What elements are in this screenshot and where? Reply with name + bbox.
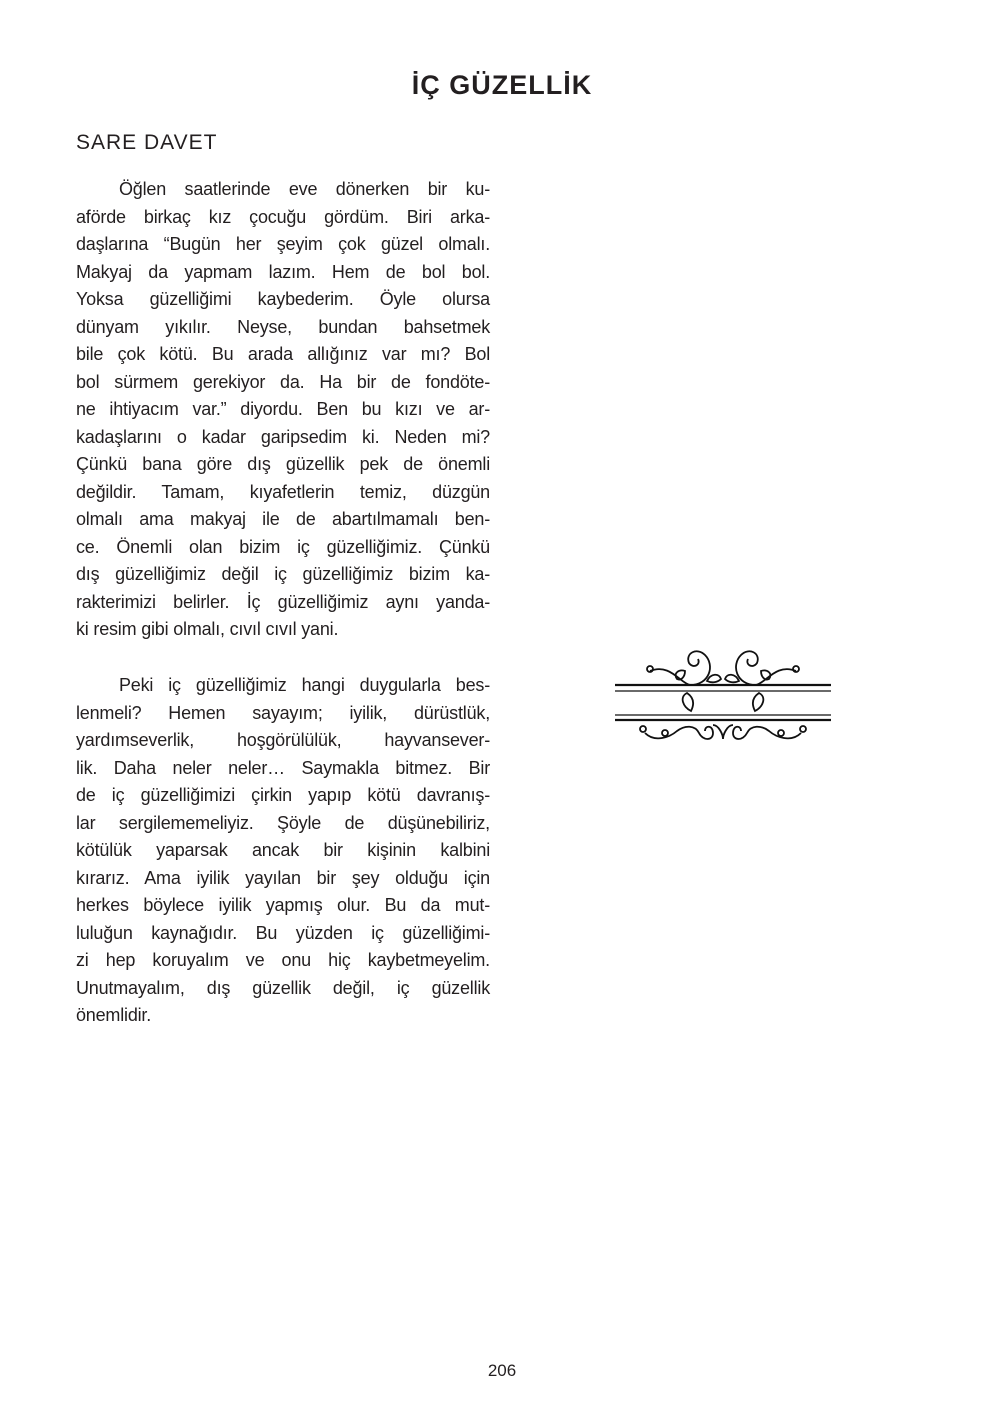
text-line: Makyaj da yapmam lazım. Hem de bol bol. bbox=[76, 261, 490, 282]
text-line: Peki iç güzelliğimiz hangi duygularla bes- bbox=[119, 675, 490, 695]
author-name: SARE DAVET bbox=[76, 131, 218, 154]
text-line: aförde birkaç kız çocuğu gördüm. Biri arka- bbox=[76, 206, 490, 227]
text-line: lenmeli? Hemen sayayım; iyilik, dürüstlük, bbox=[76, 702, 490, 723]
text-line: rakterimizi belirler. İç güzelliğimiz aynı yanda- bbox=[76, 591, 490, 612]
text-line: bile çok kötü. Bu arada allığınız var mı? Bol bbox=[76, 344, 490, 364]
paragraph-2 bbox=[76, 672, 490, 1030]
text-line: kötülük yaparsak ancak bir kişinin kalbini bbox=[76, 840, 490, 860]
text-line: de iç güzelliğimizi çirkin yapıp kötü davranış- bbox=[76, 785, 490, 805]
text-line: Öğlen saatlerinde eve dönerken bir ku- bbox=[119, 179, 490, 199]
text-line: yardımseverlik, hoşgörülülük, hayvansever- bbox=[76, 730, 490, 750]
text-line: kırarız. Ama iyilik yayılan bir şey olduğu için bbox=[76, 867, 490, 888]
paragraph-1 bbox=[76, 176, 490, 644]
text-line: dünyam yıkılır. Neyse, bundan bahsetmek bbox=[76, 316, 490, 337]
text-line: ki resim gibi olmalı, cıvıl cıvıl yani. bbox=[76, 619, 339, 639]
text-line: dış güzelliğimiz değil iç güzelliğimiz bizim ka- bbox=[76, 564, 490, 584]
ornament-divider-icon bbox=[615, 645, 831, 750]
text-line: Yoksa güzelliğimi kaybederim. Öyle olursa bbox=[76, 289, 490, 309]
text-line: herkes böylece iyilik yapmış olur. Bu da mut- bbox=[76, 895, 490, 915]
text-line: ce. Önemli olan bizim iç güzelliğimiz. Çünkü bbox=[76, 536, 490, 557]
text-line: değildir. Tamam, kıyafetlerin temiz, düzgün bbox=[76, 481, 490, 502]
text-line: zi hep koruyalım ve onu hiç kaybetmeyelim. bbox=[76, 950, 490, 970]
text-line: lar sergilememeliyiz. Şöyle de düşünebiliriz, bbox=[76, 812, 490, 833]
page-title: İÇ GÜZELLİK bbox=[411, 70, 593, 100]
text-line: ne ihtiyacım var.” diyordu. Ben bu kızı ve ar- bbox=[76, 399, 490, 419]
text-line: lik. Daha neler neler… Saymakla bitmez. Bir bbox=[76, 757, 490, 778]
text-line: Unutmayalım, dış güzellik değil, iç güzellik bbox=[76, 977, 490, 998]
text-line: olmalı ama makyaj ile de abartılmamalı ben- bbox=[76, 509, 490, 529]
text-line: kadaşlarını o kadar garipsedim ki. Neden mi? bbox=[76, 426, 490, 447]
text-line: Çünkü bana göre dış güzellik pek de önemli bbox=[76, 454, 490, 474]
text-line: önemlidir. bbox=[76, 1005, 152, 1025]
page-number: 206 bbox=[487, 1361, 517, 1380]
text-line: luluğun kaynağıdır. Bu yüzden iç güzelliğimi- bbox=[76, 922, 490, 943]
text-line: daşlarına “Bugün her şeyim çok güzel olmalı. bbox=[76, 234, 490, 254]
text-line: bol sürmem gerekiyor da. Ha bir de fondöte- bbox=[76, 371, 490, 392]
